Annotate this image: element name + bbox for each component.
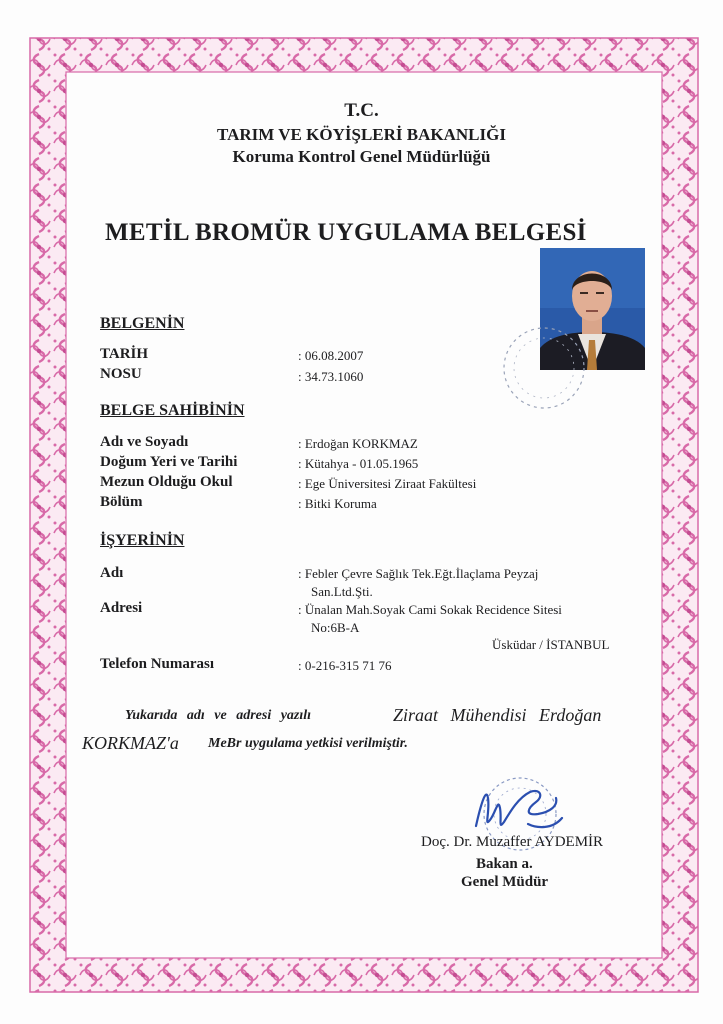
- signatory-title-1: Bakan a.: [476, 856, 533, 872]
- header-ministry: TARIM VE KÖYİŞLERİ BAKANLIĞI: [217, 125, 506, 144]
- statement-part2: Ziraat Mühendisi Erdoğan: [393, 705, 602, 725]
- label-tarih: TARİH: [100, 346, 149, 362]
- document-title: METİL BROMÜR UYGULAMA BELGESİ: [105, 219, 587, 246]
- label-ad-soyad: Adı ve Soyadı: [100, 434, 189, 450]
- value-bolum: : Bitki Koruma: [298, 496, 377, 511]
- label-isyeri-adi: Adı: [100, 565, 124, 581]
- value-isyeri-adi-1: : Febler Çevre Sağlık Tek.Eğt.İlaçlama Peyzaj: [298, 566, 539, 581]
- statement-part1: Yukarıda adı ve adresi yazılı: [125, 708, 312, 723]
- header-directorate: Koruma Kontrol Genel Müdürlüğü: [232, 147, 491, 166]
- label-telefon: Telefon Numarası: [100, 656, 215, 672]
- label-okul: Mezun Olduğu Okul: [100, 474, 233, 490]
- value-ad-soyad: : Erdoğan KORKMAZ: [298, 436, 418, 451]
- value-isyeri-adi-2: San.Ltd.Şti.: [311, 584, 373, 599]
- value-telefon: : 0-216-315 71 76: [298, 658, 392, 673]
- label-adres: Adresi: [100, 600, 143, 616]
- value-nosu: : 34.73.1060: [298, 369, 364, 384]
- label-bolum: Bölüm: [100, 494, 143, 510]
- signature: [476, 791, 562, 827]
- signatory-name: Doç. Dr. Muzaffer AYDEMİR: [421, 834, 604, 850]
- round-stamp: [486, 318, 590, 418]
- label-dogum: Doğum Yeri ve Tarihi: [100, 454, 238, 470]
- section-belge: BELGENİN: [100, 315, 185, 332]
- value-dogum: : Kütahya - 01.05.1965: [298, 456, 419, 471]
- value-adres-2: No:6B-A: [311, 620, 360, 635]
- label-nosu: NOSU: [100, 366, 142, 382]
- value-adres-3: Üsküdar / İSTANBUL: [492, 637, 610, 652]
- section-isyeri: İŞYERİNİN: [100, 532, 185, 549]
- header-tc: T.C.: [344, 100, 379, 121]
- statement-part4: MeBr uygulama yetkisi verilmiştir.: [208, 736, 408, 751]
- value-tarih: : 06.08.2007: [298, 348, 364, 363]
- value-adres-1: : Ünalan Mah.Soyak Cami Sokak Recidence Sitesi: [298, 602, 562, 617]
- value-okul: : Ege Üniversitesi Ziraat Fakültesi: [298, 476, 477, 491]
- statement-part3: KORKMAZ'a: [82, 733, 179, 753]
- section-sahip: BELGE SAHİBİNİN: [100, 402, 245, 419]
- signatory-title-2: Genel Müdür: [461, 874, 549, 890]
